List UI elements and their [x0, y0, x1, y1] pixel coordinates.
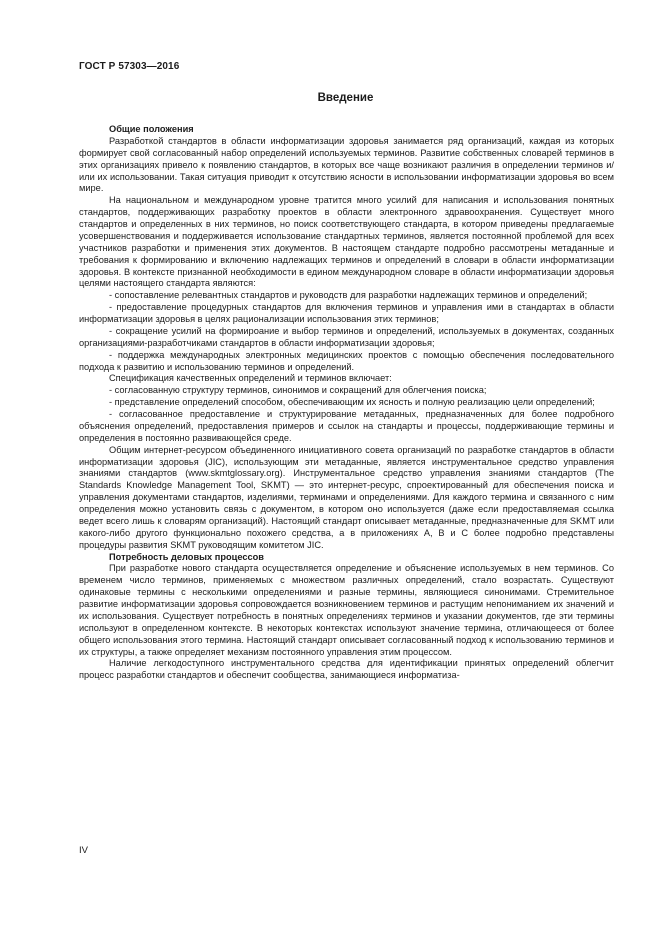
page-number: IV — [79, 845, 88, 856]
paragraph: Наличие легкодоступного инструментального средства для идентификации принятых определений облегчит процесс разработки стандартов и обеспечит сообщества, занимающиеся информатиза- — [79, 658, 614, 681]
list-item: - поддержка международных электронных медицинских проектов с помощью обеспечения последовательного подхода к развитию и использованию терминов и определений. — [79, 350, 614, 374]
list-item: - предоставление процедурных стандартов для включения терминов и управления ими в стандартах в области информатизации здоровья в целях рационализации использования этих терминов; — [79, 302, 614, 326]
list-item: - представление определений способом, обеспечивающим их ясность и полную реализацию цели определений; — [79, 397, 614, 409]
list-item: - согласованное предоставление и структурирование метаданных, предназначенных для более подробного объяснения определений, предоставления примеров и ссылок на стандарты и процессы, поддерживающие термины и определения в постоянно развивающейся среде. — [79, 409, 614, 445]
list-item: - согласованную структуру терминов, синонимов и сокращений для облегчения поиска; — [79, 385, 614, 397]
standard-number: ГОСТ Р 57303—2016 — [79, 61, 180, 72]
list-item: - сопоставление релевантных стандартов и руководств для разработки надлежащих терминов и определений; — [79, 290, 614, 302]
paragraph: При разработке нового стандарта осуществляется определение и объяснение используемых в нем терминов. Со временем число терминов, применяемых с множеством различных определений, стало возрастать. Существуют одинаковые термины с несколькими определениями и разные термины, являющиеся синонимами. Стремительное развитие информатизации здоровья сопровождается возникновением терминов и растущим непониманием их значений и их использования. Существует потребность в понятных определениях терминов и указании документов, где эти термины используют в определенном контексте. В некоторых контекстах используют значение термина, отличающееся от более общего использования этого термина. Настоящий стандарт описывает согласованный подход к использованию терминов и их структуры, а также определяет механизм постоянного управления этим процессом. — [79, 563, 614, 657]
document-body — [79, 124, 614, 682]
paragraph: Разработкой стандартов в области информатизации здоровья занимается ряд организаций, каждая из которых формирует свой согласованный набор определений используемых терминов. Развитие собственных словарей терминов в этих организациях привело к появлению стандартов, в которых все чаще возникают различия в определении терминов и/или их использовании. Такая ситуация приводит к отсутствию ясности в использовании информатизации здоровья во всем мире. — [79, 135, 614, 194]
page-title: Введение — [317, 92, 374, 104]
list-item: - сокращение усилий на формироание и выбор терминов и определений, используемых в документах, созданных организациями-разработчиками стандартов в области информатизации здоровья; — [79, 326, 614, 350]
section-heading-general: Общие положения — [109, 124, 194, 134]
paragraph: На национальном и международном уровне тратится много усилий для написания и использования понятных стандартов, поддерживающих разработку проектов в области электронного здравоохранения. Существует много стандартов и определенных в них терминов, но поиск соответствующего стандарта, в котором приведены предлагаемые усовершенствования и поддерживается использование стандартных терминов, является постоянной проблемой для всех участников разработки и применения этих документов. В настоящем стандарте подробно рассмотрены метаданные и требования к формированию и включению надлежащих терминов и определений в словари в области информатизации здоровья. В контексте признанной необходимости в едином международном словаре в области информатизации здоровья целями настоящего стандарта являются: — [79, 195, 614, 289]
paragraph: Спецификация качественных определений и терминов включает: — [109, 373, 392, 384]
section-heading-business-needs: Потребность деловых процессов — [109, 551, 264, 562]
paragraph: Общим интернет-ресурсом объединенного инициативного совета организаций по разработке стандартов в области информатизации здоровья (JIC), использующим эти метаданные, является инструментальное средство управления знаниями стандартов (www.skmtglossary.org). Инструментальное средство управления знаниями стандартов (The Standards Knowledge Management Tool, SKMT) — это интернет-ресурс, спроектированный для обеспечения поиска и управления документами стандартов, изделиями, терминами и определениями. Для каждого термина и связанного с ним определения можно установить связь с документом, в котором оно используется (даже если предоставляемая ссылка ведет всего лишь к словарям организаций). Настоящий стандарт описывает метаданные, предназначенные для SKMT или какого-либо другого функционально похожего средства, а в приложениях А, В и С более подробно представлены процедуры развития SKMT руководящим комитетом JIC. — [79, 444, 614, 550]
